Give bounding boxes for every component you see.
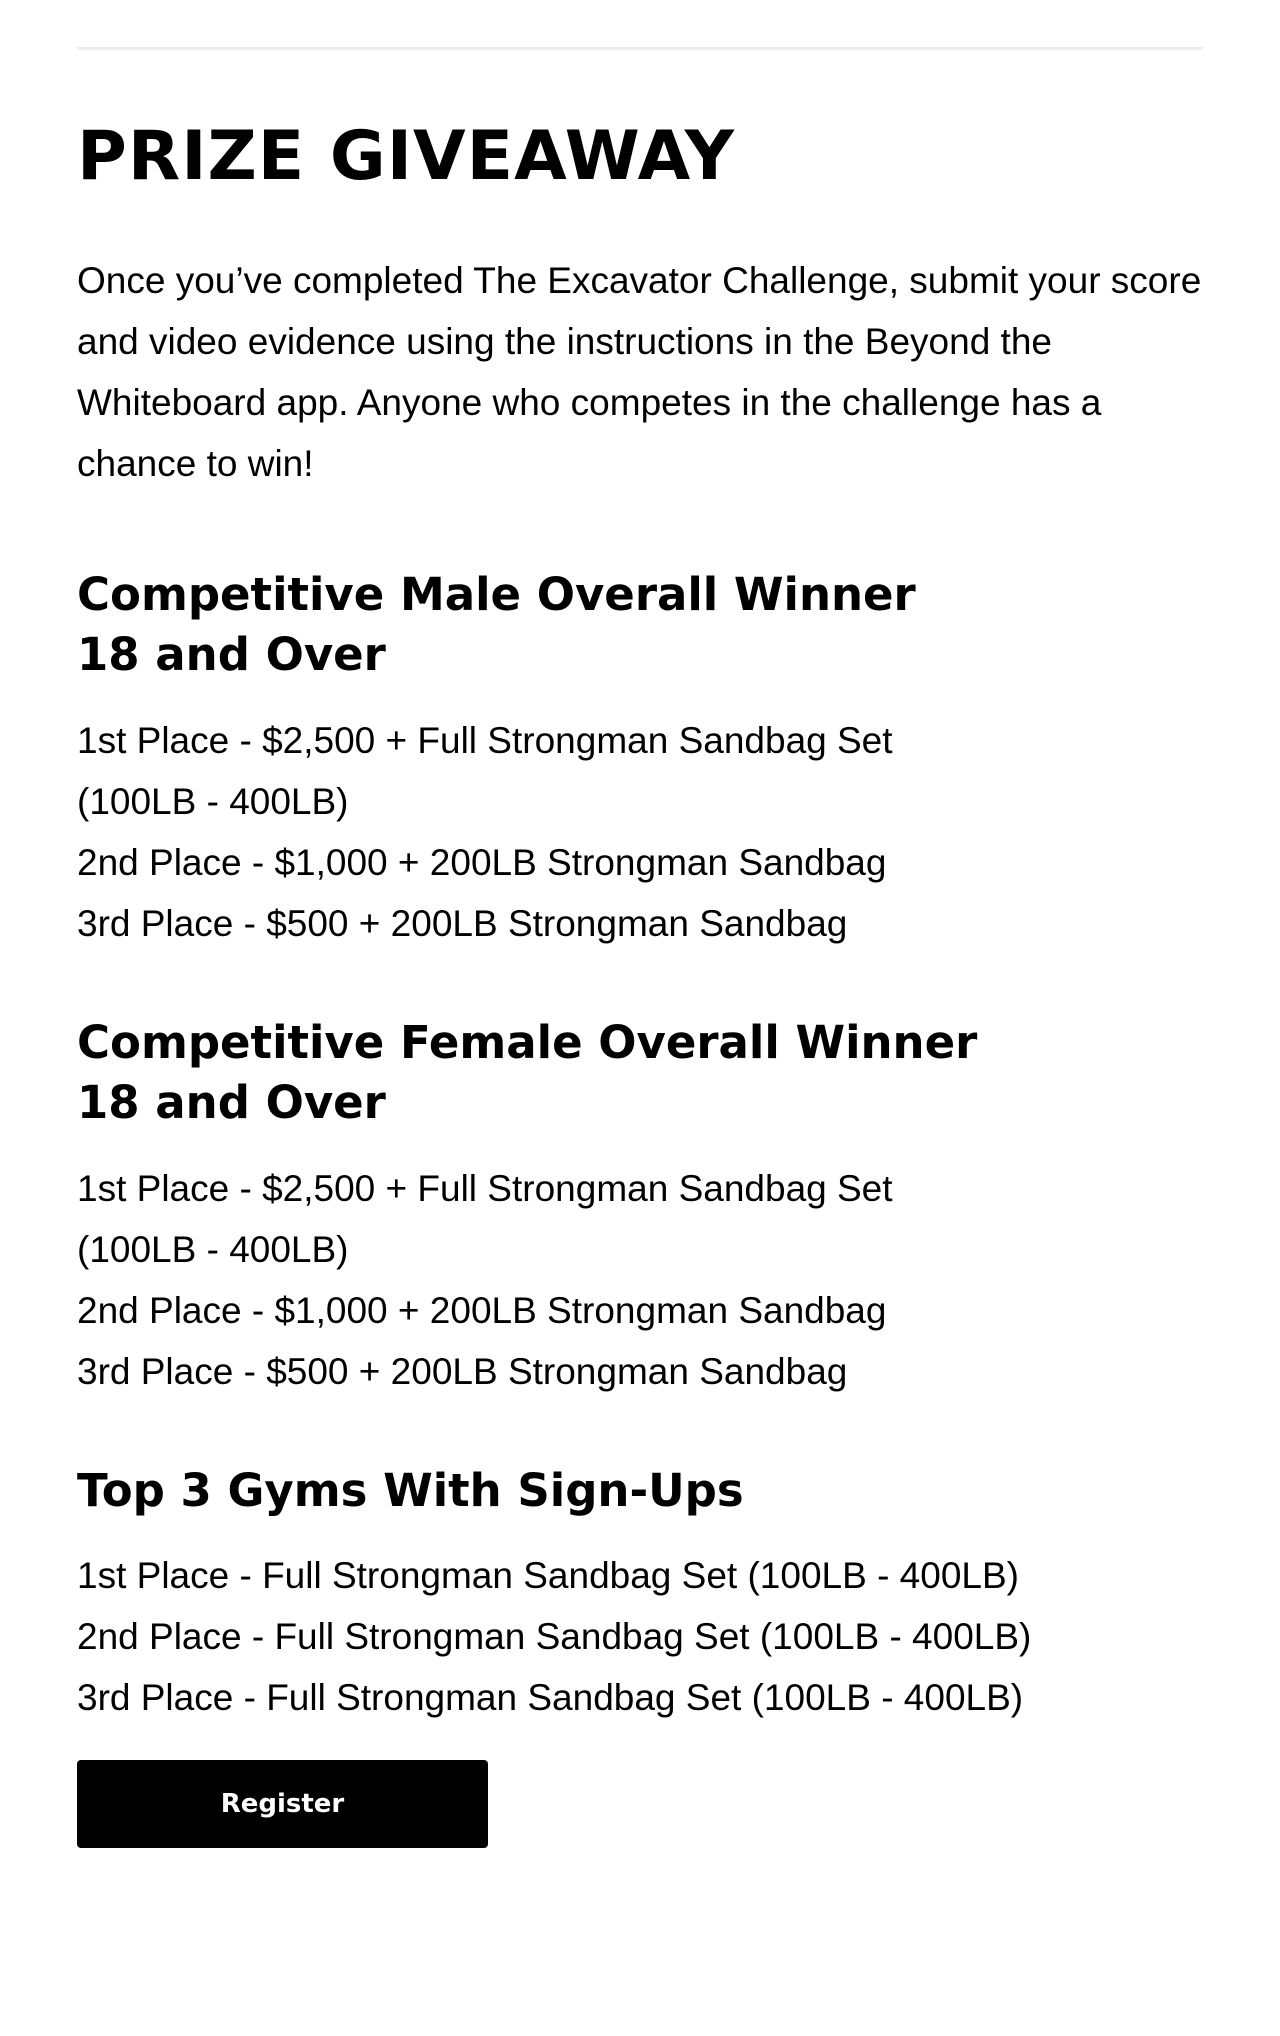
gyms-section-title: Top 3 Gyms With Sign-Ups [77, 1464, 744, 1517]
gyms-prize-second: 2nd Place - Full Strongman Sandbag Set (100LB - 400LB) [77, 1616, 1032, 1657]
top-divider [77, 47, 1203, 50]
female-section-title-line2: 18 and Over [77, 1076, 386, 1129]
male-prize-first: 1st Place - $2,500 + Full Strongman Sandbag Set [77, 720, 893, 761]
intro-text: Once you’ve completed The Excavator Challenge, submit your score and video evidence using the instructions in the Beyond the Whiteboard app. Anyone who competes in the challenge has a chance to win! [77, 260, 1202, 484]
male-winner-section [77, 565, 1203, 954]
male-prize-third: 3rd Place - $500 + 200LB Strongman Sandbag [77, 903, 848, 944]
male-prize-list [77, 710, 1203, 954]
male-section-title-line2: 18 and Over [77, 628, 386, 681]
female-prize-second: 2nd Place - $1,000 + 200LB Strongman Sandbag [77, 1290, 887, 1331]
female-prize-first: 1st Place - $2,500 + Full Strongman Sandbag Set [77, 1168, 893, 1209]
gyms-section [77, 1461, 1203, 1728]
female-prize-list [77, 1158, 1203, 1402]
male-prize-second: 2nd Place - $1,000 + 200LB Strongman Sandbag [77, 842, 887, 883]
male-section-title [77, 565, 1203, 685]
gyms-prize-list [77, 1545, 1203, 1728]
male-section-title-line1: Competitive Male Overall Winner [77, 568, 916, 621]
female-section-title-line1: Competitive Female Overall Winner [77, 1016, 978, 1069]
gyms-prize-third: 3rd Place - Full Strongman Sandbag Set (100LB - 400LB) [77, 1677, 1024, 1718]
female-section-title [77, 1013, 1203, 1133]
female-winner-section [77, 1013, 1203, 1402]
gyms-prize-first: 1st Place - Full Strongman Sandbag Set (100LB - 400LB) [77, 1555, 1019, 1596]
page-title: PRIZE GIVEAWAY [77, 117, 736, 196]
female-prize-third: 3rd Place - $500 + 200LB Strongman Sandbag [77, 1351, 848, 1392]
male-prize-first-detail: (100LB - 400LB) [77, 781, 349, 822]
female-prize-first-detail: (100LB - 400LB) [77, 1229, 349, 1270]
register-button[interactable]: Register [77, 1760, 488, 1848]
